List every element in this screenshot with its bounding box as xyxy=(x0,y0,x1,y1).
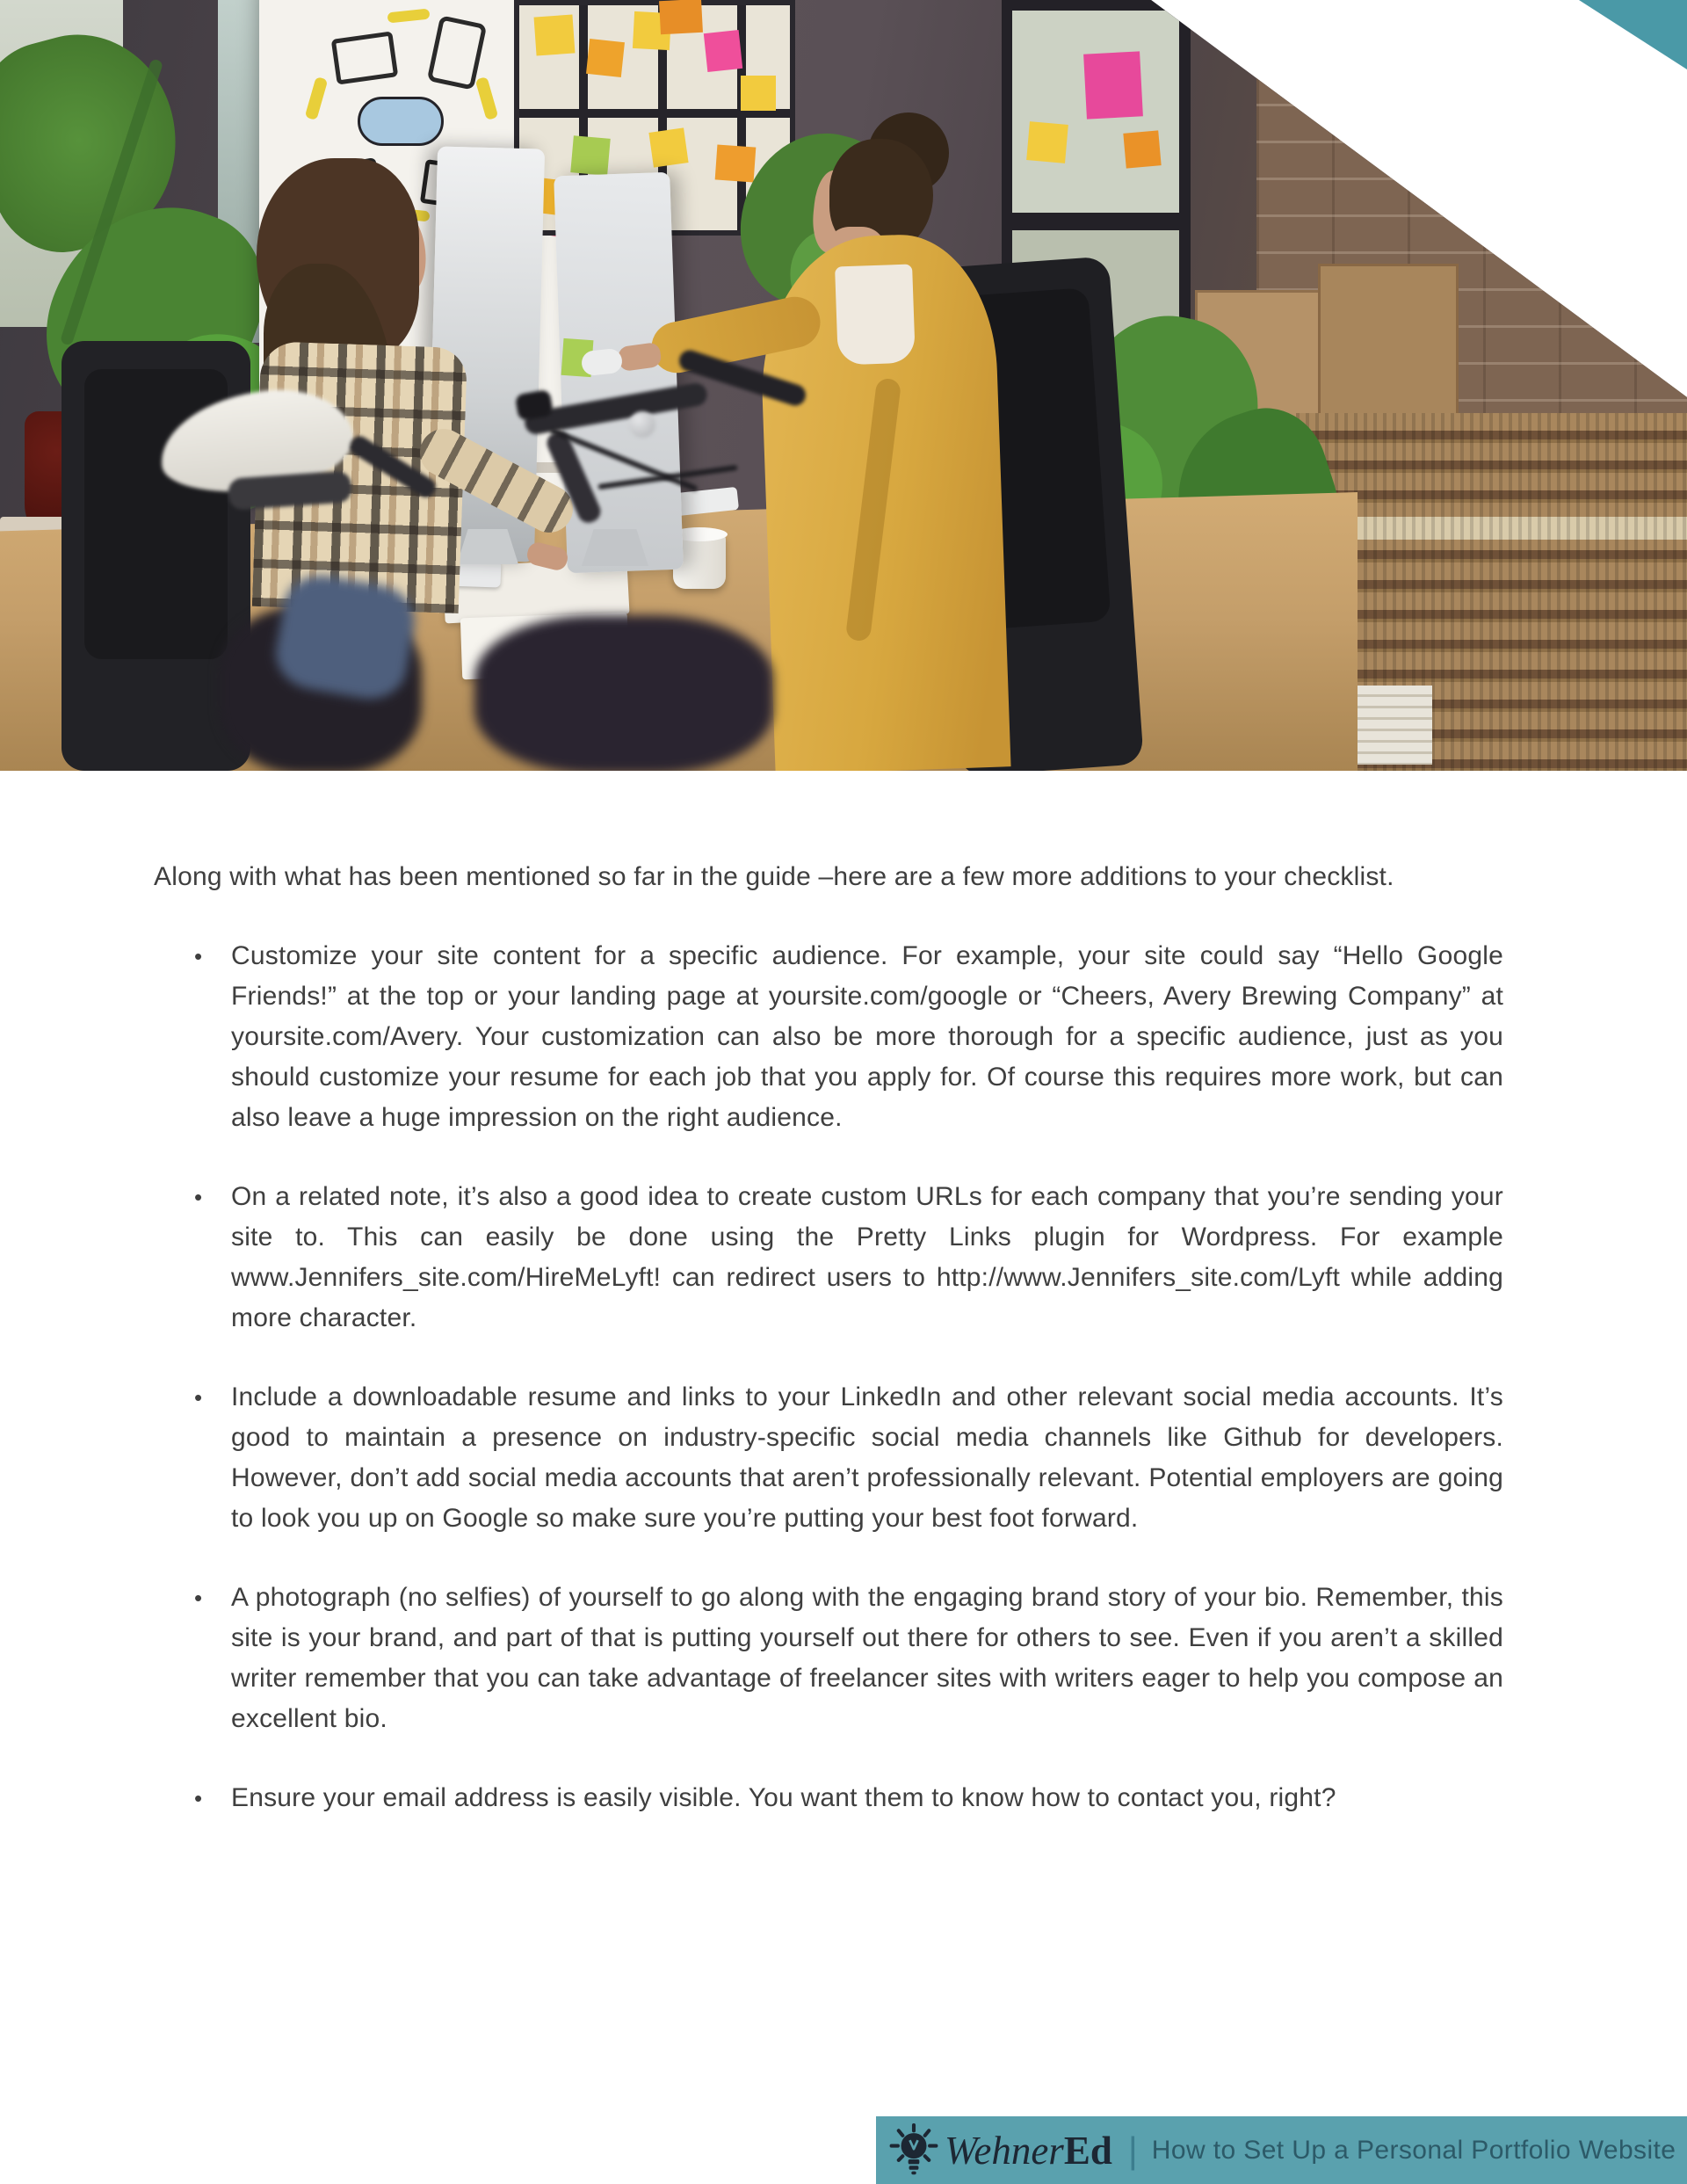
sticky-note xyxy=(715,145,757,183)
bullet-icon: • xyxy=(194,1585,203,1611)
list-item-text: Customize your site content for a specific audience. For example, your site could say “Hello Google Friends!” at the top or your landing page at yoursite.com/google or “Cheers, Avery Brewing Company” at yoursite.com/Avery. Your customization can also be more thorough for a specific audience, just as you should customize your resume for each job that you apply for. Of course this requires more work, but can also leave a huge impression on the right audience. xyxy=(231,941,1503,1132)
under-desk-shadow xyxy=(474,615,773,771)
corner-accent-triangle xyxy=(1579,0,1687,69)
bullet-icon: • xyxy=(194,1184,203,1210)
sketch-arrow xyxy=(475,76,499,120)
footer-bar xyxy=(876,2116,1687,2184)
sketch-screen xyxy=(331,31,399,84)
bullet-icon: • xyxy=(194,1785,203,1811)
list-item xyxy=(154,936,1503,1138)
sticky-note xyxy=(741,76,776,111)
sticky-note xyxy=(534,15,576,56)
sketch-arrow xyxy=(305,76,329,120)
woman-right-lace-top xyxy=(835,264,916,365)
footer-title: How to Set Up a Personal Portfolio Website xyxy=(1151,2135,1676,2165)
bullet-icon: • xyxy=(194,943,203,969)
list-item xyxy=(154,1377,1503,1539)
sticky-note xyxy=(704,30,742,72)
brand-suffix: Ed xyxy=(1063,2128,1112,2173)
sticky-note xyxy=(586,39,625,77)
list-item-text: A photograph (no selfies) of yourself to go along with the engaging brand story of your bio. Remember, this site is your brand, and part of that is putting yourself out there for others to see. Even if you aren’t a skilled writer remember that you can take advantage of freelancer sites with writers eager to help you compose an excellent bio. xyxy=(231,1583,1503,1733)
bullet-icon: • xyxy=(194,1384,203,1411)
sketch-arrow xyxy=(387,9,431,24)
sticky-note xyxy=(648,127,688,167)
list-item xyxy=(154,1177,1503,1339)
brand-prefix: Wehner xyxy=(945,2128,1064,2173)
sticky-note xyxy=(1123,130,1161,168)
page-content xyxy=(154,857,1503,1857)
footer-separator: | xyxy=(1127,2129,1138,2171)
list-item-text: Include a downloadable resume and links to your LinkedIn and other relevant social media accounts. It’s good to maintain a presence on industry-specific social media channels like Github for developers. However, don’t add social media accounts that aren’t professionally relevant. Potential employers are going to look you up on Google so make sure you’re putting your best foot forward. xyxy=(231,1382,1503,1533)
list-item xyxy=(154,1578,1503,1739)
hero-photo xyxy=(0,0,1687,771)
list-item-text: On a related note, it’s also a good idea to create custom URLs for each company that you’re sending your site to. This can easily be done using the Pretty Links plugin for Wordpress. For example www.Jennifers_site.com/HireMeLyft! can redirect users to http://www.Jennifers_site.com/Lyft while adding more character. xyxy=(231,1182,1503,1332)
list-item xyxy=(154,1778,1503,1818)
sticky-note xyxy=(659,0,703,34)
brand-logo-text xyxy=(945,2128,1112,2173)
sticky-note xyxy=(570,135,611,176)
intro-paragraph: Along with what has been mentioned so far in the guide –here are a few more additions to your checklist. xyxy=(154,862,1394,891)
sketch-cloud xyxy=(358,97,444,146)
checklist xyxy=(154,936,1503,1818)
sticky-note xyxy=(1026,121,1068,163)
bike-bell xyxy=(629,411,655,438)
list-item-text: Ensure your email address is easily visible. You want them to know how to contact you, right? xyxy=(231,1783,1336,1812)
lightbulb-icon xyxy=(888,2123,939,2178)
sticky-note xyxy=(1083,51,1143,119)
